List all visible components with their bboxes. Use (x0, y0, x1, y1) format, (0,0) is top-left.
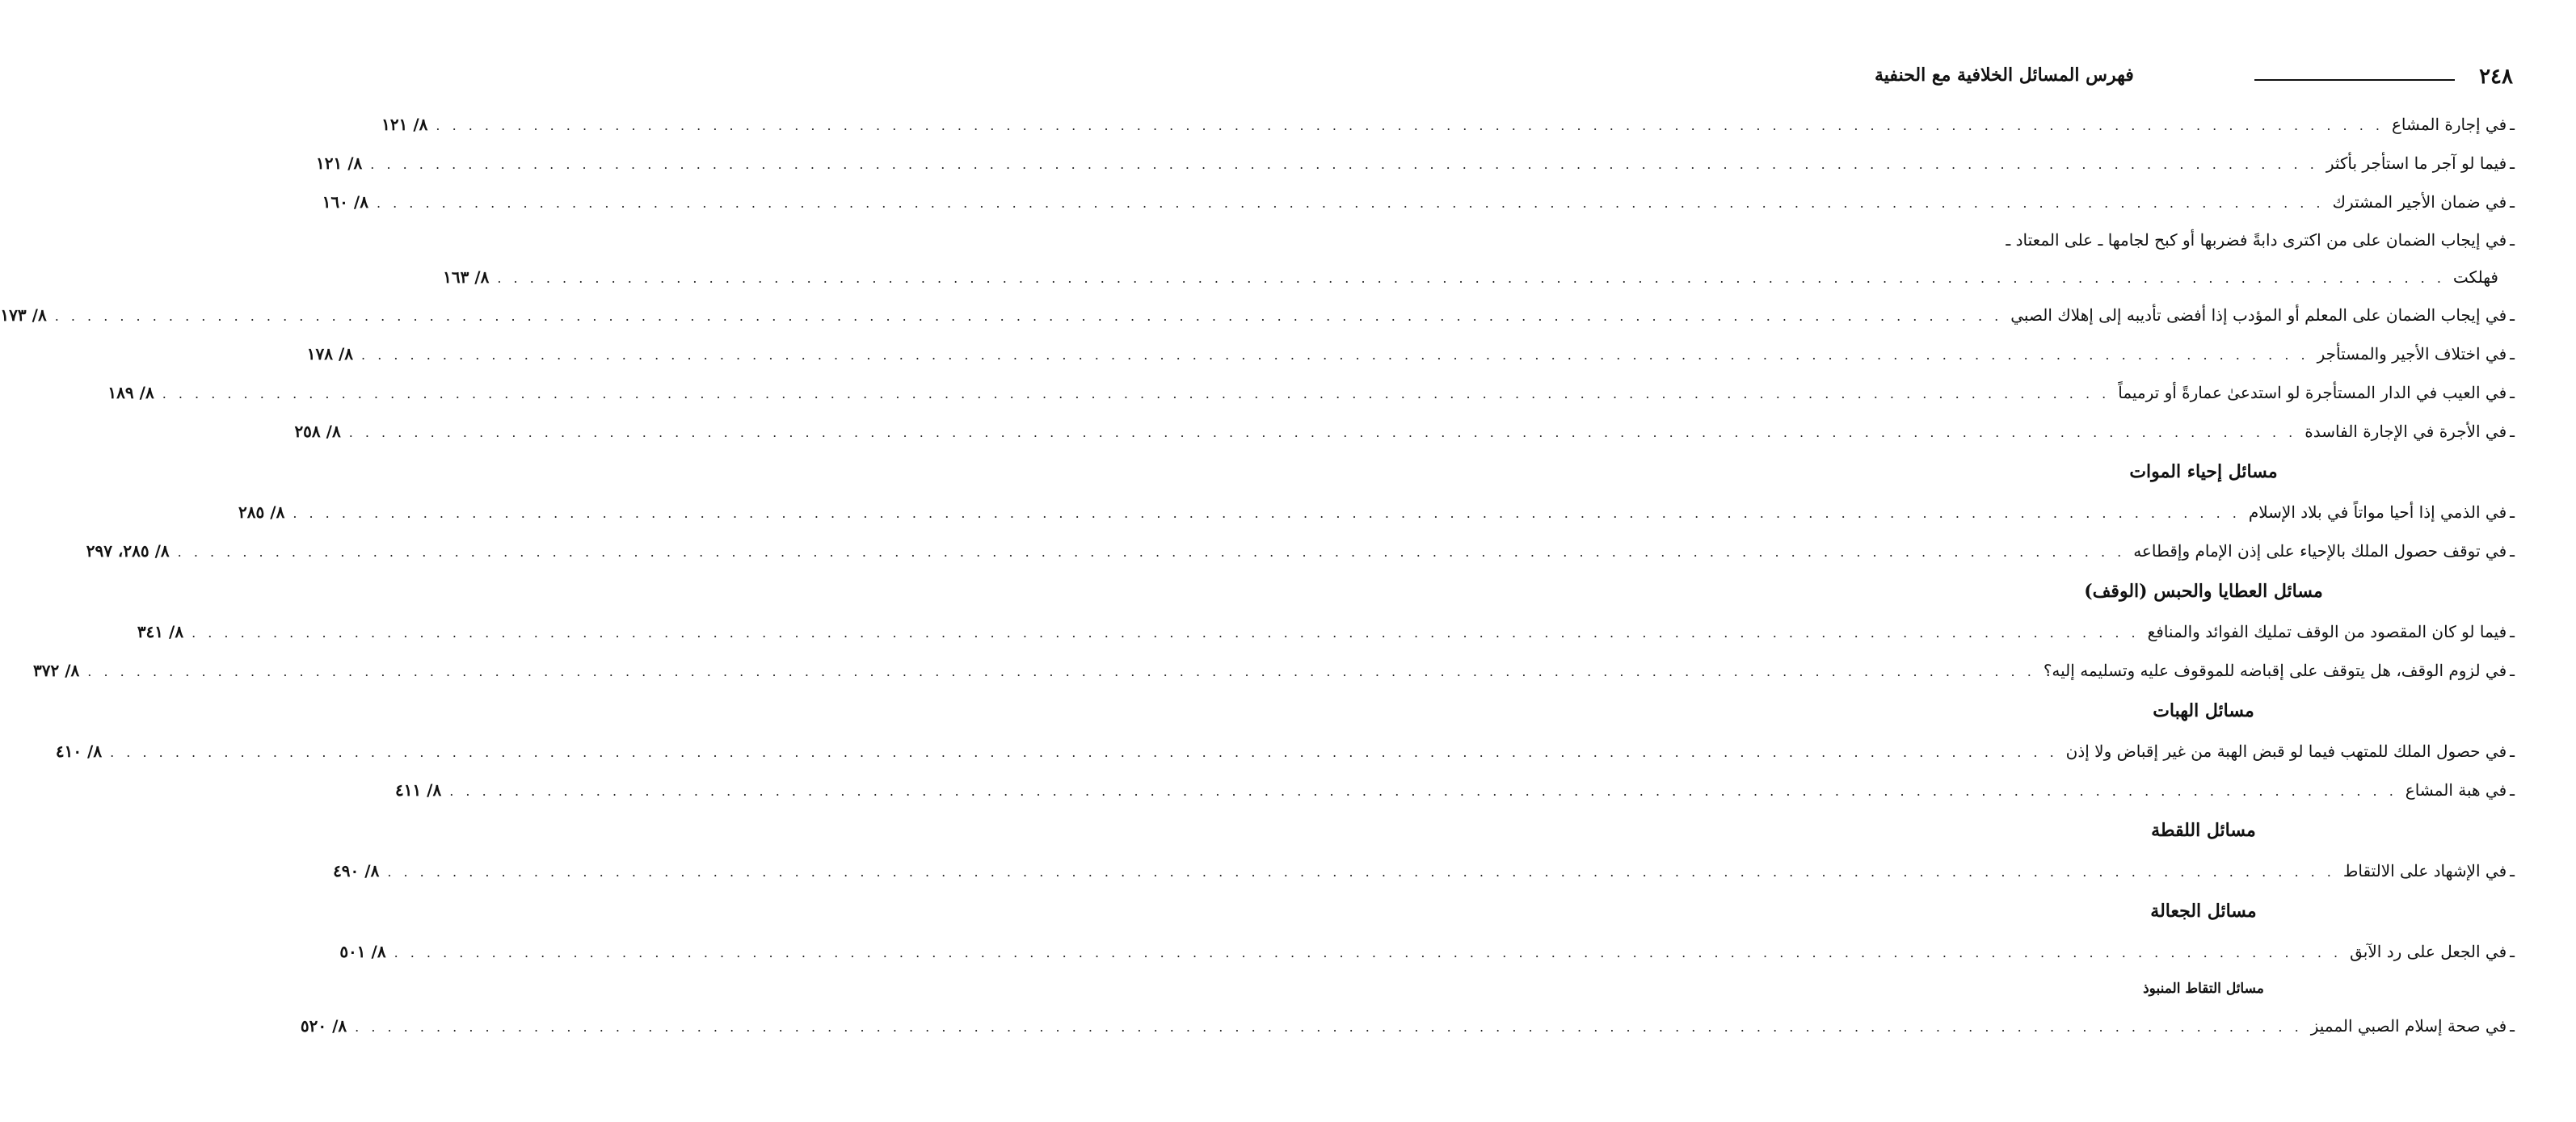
entry-reference: ٨/ ٣٧٢ (33, 661, 80, 680)
index-entry (86, 532, 2515, 570)
entry-reference: ٨/ ٣٤١ (137, 622, 184, 641)
entry-text: فيما لو آجر ما استأجر بأكثر (2326, 153, 2507, 173)
index-entry (394, 771, 2515, 809)
entry-text: في الجعل على رد الآبق (2350, 942, 2507, 961)
index-entry (333, 851, 2515, 890)
entry-dash: ـ (2510, 541, 2515, 561)
entry-text-continuation: فهلكت (2452, 267, 2498, 287)
entry-dash: ـ (2510, 344, 2515, 363)
entry-reference: ٨/ ١٧٨ (306, 344, 354, 363)
entry-dash: ـ (2510, 422, 2515, 441)
entry-text: في حصول الملك للمتهب فيما لو قبض الهبة من غير إقباض ولا إذن (2065, 742, 2507, 761)
index-entry (294, 412, 2515, 451)
index-entry (316, 144, 2515, 183)
index-entry-continuation (443, 258, 2515, 296)
index-entry (300, 1006, 2515, 1045)
entry-reference: ٨/ ٤٩٠ (333, 861, 380, 880)
page-header (1875, 61, 2513, 97)
index-entry (0, 296, 2515, 334)
entry-dash: ـ (2510, 861, 2515, 880)
dot-leader: . . . . . . . . . . . . . . . . . . . . . . . . . . . . . . . . . . . . . . . . . . . . . . . . . . . . . . . . . . . . . . . . . . . . . . . . . . . . . . . . . . . . . . . . . . . . . . . . . . . . . . . . . . . . . . . . . . . . . . . . (162, 386, 2111, 401)
entry-dash: ـ (2510, 305, 2515, 325)
dot-leader: . . . . . . . . . . . . . . . . . . . . . . . . . . . . . . . . . . . . . . . . . . . . . . . . . . . . . . . . . . . . . . . . . . . . . . . . . . . . . . . . . . . . . . . . . . . . . . . . . . . . . . . . . . . . . . . . . . . . . . . . (87, 664, 2035, 679)
entry-reference: ٨/ ١٦٣ (443, 267, 490, 287)
entry-dash: ـ (2510, 153, 2515, 173)
entry-text: في توقف حصول الملك بالإحياء على إذن الإمام وإقطاعه (2133, 541, 2507, 561)
entry-reference: ٨/ ٥٢٠ (300, 1016, 347, 1036)
entry-dash: ـ (2510, 1016, 2515, 1036)
entry-reference: ٨/ ٢٨٥ (238, 502, 285, 522)
entry-dash: ـ (2510, 780, 2515, 800)
entry-reference: ٨/ ٤١١ (394, 780, 442, 800)
entry-dash: ـ (2510, 192, 2515, 212)
entry-dash: ـ (2510, 661, 2515, 680)
dot-leader: . . . . . . . . . . . . . . . . . . . . . . . . . . . . . . . . . . . . . . . . . . . . . . . . . . . . . . . . . . . . . . . . . . . . . . . . . . . . . . . . . . . . . . . . . . . . . . . . . . . . . . . . . . . . . . . . . . . . . . . . (449, 784, 2397, 799)
index-entry (33, 651, 2515, 690)
page-title: فهرس المسائل الخلافية مع الحنفية (1875, 65, 2134, 86)
dot-leader: . . . . . . . . . . . . . . . . . . . . . . . . . . . . . . . . . . . . . . . . . . . . . . . . . . . . . . . . . . . . . . . . . . . . . . . . . . . . . . . . . . . . . . . . . . . . . . . . . . . . . . . . . . . . . . . . . . . . . . . . (355, 1019, 2303, 1035)
entry-reference: ٨/ ٢٥٨ (294, 422, 341, 441)
entry-reference: ٨/ ٥٠١ (339, 942, 386, 961)
entry-text: في العيب في الدار المستأجرة لو استدعىٰ عمارةً أو ترميماً (2118, 383, 2507, 402)
dot-leader: . . . . . . . . . . . . . . . . . . . . . . . . . . . . . . . . . . . . . . . . . . . . . . . . . . . . . . . . . . . . . . . . . . . . . . . . . . . . . . . . . . . . . . . . . . . . . . . . . . . . . . . . . . . . . . . . . . . . . . . . (361, 347, 2309, 363)
entry-text: في اختلاف الأجير والمستأجر (2317, 344, 2507, 363)
section-title: مسائل الجعالة (2150, 901, 2257, 922)
entry-dash: ـ (2510, 942, 2515, 961)
index-entry (238, 493, 2515, 532)
index-entry (1892, 221, 2515, 258)
entry-text: فيما لو كان المقصود من الوقف تمليك الفوائد والمنافع (2147, 622, 2507, 641)
entry-dash: ـ (2510, 230, 2515, 250)
header-rule (2254, 79, 2455, 81)
entry-reference: ٨/ ١٢١ (316, 153, 363, 173)
entry-text: في ضمان الأجير المشترك (2332, 192, 2507, 212)
entry-text: في الإشهاد على الالتقاط (2342, 861, 2507, 880)
dot-leader: . . . . . . . . . . . . . . . . . . . . . . . . . . . . . . . . . . . . . . . . . . . . . . . . . . . . . . . . . . . . . . . . . . . . . . . . . . . . . . . . . . . . . . . . . . . . . . . . . . . . . . . . . . . . . . . . . . . . . . . . (436, 118, 2384, 133)
dot-leader: . . . . . . . . . . . . . . . . . . . . . . . . . . . . . . . . . . . . . . . . . . . . . . . . . . . . . . . . . . . . . . . . . . . . . . . . . . . . . . . . . . . . . . . . . . . . . . . . . . . . . . . . . . . . . . . . . . . . . . . . (370, 157, 2318, 172)
entry-text: في إجارة المشاع (2391, 115, 2507, 134)
entry-text: في صحة إسلام الصبي المميز (2310, 1016, 2507, 1036)
dot-leader: . . . . . . . . . . . . . . . . . . . . . . . . . . . . . . . . . . . . . . . . . . . . . . . . . . . . . . . . . . . . . . . . . . . . . . . . . . . . . . . . . . . . . . . . . . . . . . . . . . . . . . . . . . . . . . . . . . . . . . . . (497, 271, 2445, 286)
dot-leader: . . . . . . . . . . . . . . . . . . . . . . . . . . . . . . . . . . . . . . . . . . . . . . . . . . . . . . . . . . . . . . . . . . . . . . . . . . . . . . . . . . . . . . . . . . . . . . . . . . . . . . . . . . . . . . . . . . . . . . . . (387, 864, 2335, 880)
entry-dash: ـ (2510, 622, 2515, 641)
section-title: مسائل التقاط المنبوذ (2143, 981, 2264, 997)
index-entry (306, 334, 2515, 373)
section-title: مسائل العطايا والحبس (الوقف) (2084, 581, 2323, 602)
entry-text: في إيجاب الضمان على المعلم أو المؤدب إذا أفضى تأديبه إلى إهلاك الصبي (2010, 305, 2507, 325)
entry-reference: ٨/ ١٨٩ (107, 383, 154, 402)
entry-reference: ٨/ ٢٨٥، ٢٩٧ (86, 541, 170, 561)
entry-text: في الذمي إذا أحيا مواتاً في بلاد الإسلام (2248, 502, 2507, 522)
index-entry (339, 932, 2515, 971)
page-number: ٢٤٨ (2479, 65, 2513, 89)
entry-dash: ـ (2510, 383, 2515, 402)
index-entry (381, 105, 2515, 144)
index-entry (107, 373, 2515, 412)
dot-leader: . . . . . . . . . . . . . . . . . . . . . . . . . . . . . . . . . . . . . . . . . . . . . . . . . . . . . . . . . . . . . . . . . . . . . . . . . . . . . . . . . . . . . . . . . . . . . . . . . . . . . . . . . . . . . . . . . . . . . . . . (110, 745, 2058, 760)
entry-reference: ٨/ ١٧٣ (0, 305, 47, 325)
entry-reference: ٨/ ٤١٠ (55, 742, 103, 761)
entry-dash: ـ (2510, 115, 2515, 134)
entry-text: في الأجرة في الإجارة الفاسدة (2305, 422, 2507, 441)
index-content (0, 105, 2515, 1045)
dot-leader: . . . . . . . . . . . . . . . . . . . . . . . . . . . . . . . . . . . . . . . . . . . . . . . . . . . . . . . . . . . . . . . . . . . . . . . . . . . . . . . . . . . . . . . . . . . . . . . . . . . . . . . . . . . . . . . . . . . . . . . . (348, 425, 2297, 440)
entry-reference: ٨/ ١٢١ (381, 115, 428, 134)
index-entry (137, 612, 2515, 651)
dot-leader: . . . . . . . . . . . . . . . . . . . . . . . . . . . . . . . . . . . . . . . . . . . . . . . . . . . . . . . . . . . . . . . . . . . . . . . . . . . . . . . . . . . . . . . . . . . . . . . . . . . . . . . . . . . . . . . . . . . . . . . . (54, 309, 2003, 324)
entry-text: في هبة المشاع (2405, 780, 2507, 800)
index-entry (55, 732, 2515, 771)
entry-dash: ـ (2510, 742, 2515, 761)
dot-leader: . . . . . . . . . . . . . . . . . . . . . . . . . . . . . . . . . . . . . . . . . . . . . . . . . . . . . . . . . . . . . . . . . . . . . . . . . . . . . . . . . . . . . . . . . . . . . . . . . . . . . . . . . . . . . . . . . . . . . . . . (293, 506, 2241, 521)
entry-dash: ـ (2510, 502, 2515, 522)
index-entry (322, 183, 2515, 221)
entry-text: في لزوم الوقف، هل يتوقف على إقباضه للموقوف عليه وتسليمه إليه؟ (2043, 661, 2507, 680)
entry-reference: ٨/ ١٦٠ (322, 192, 368, 212)
dot-leader: . . . . . . . . . . . . . . . . . . . . . . . . . . . . . . . . . . . . . . . . . . . . . . . . . . . . . . . . . . . . . . . . . . . . . . . . . . . . . . . . . . . . . . . . . . . . . . . . . . . . . . . . . . . . . . . . . . . . . . . . (376, 195, 2325, 211)
dot-leader: . . . . . . . . . . . . . . . . . . . . . . . . . . . . . . . . . . . . . . . . . . . . . . . . . . . . . . . . . . . . . . . . . . . . . . . . . . . . . . . . . . . . . . . . . . . . . . . . . . . . . . . . . . . . . . . . . . . . . . . . (177, 544, 2126, 560)
section-title: مسائل الهبات (2153, 700, 2254, 721)
dot-leader: . . . . . . . . . . . . . . . . . . . . . . . . . . . . . . . . . . . . . . . . . . . . . . . . . . . . . . . . . . . . . . . . . . . . . . . . . . . . . . . . . . . . . . . . . . . . . . . . . . . . . . . . . . . . . . . . . . . . . . . . (394, 945, 2342, 960)
section-title: مسائل اللقطة (2151, 820, 2256, 841)
section-title: مسائل إحياء الموات (2129, 461, 2278, 482)
entry-text: في إيجاب الضمان على من اكترى دابةً فضربها أو كبح لجامها ـ على المعتاد ـ (2006, 230, 2507, 250)
dot-leader: . . . . . . . . . . . . . . . . . . . . . . . . . . . . . . . . . . . . . . . . . . . . . . . . . . . . . . . . . . . . . . . . . . . . . . . . . . . . . . . . . . . . . . . . . . . . . . . . . . . . . . . . . . . . . . . . . . . . . . . . (192, 625, 2140, 641)
